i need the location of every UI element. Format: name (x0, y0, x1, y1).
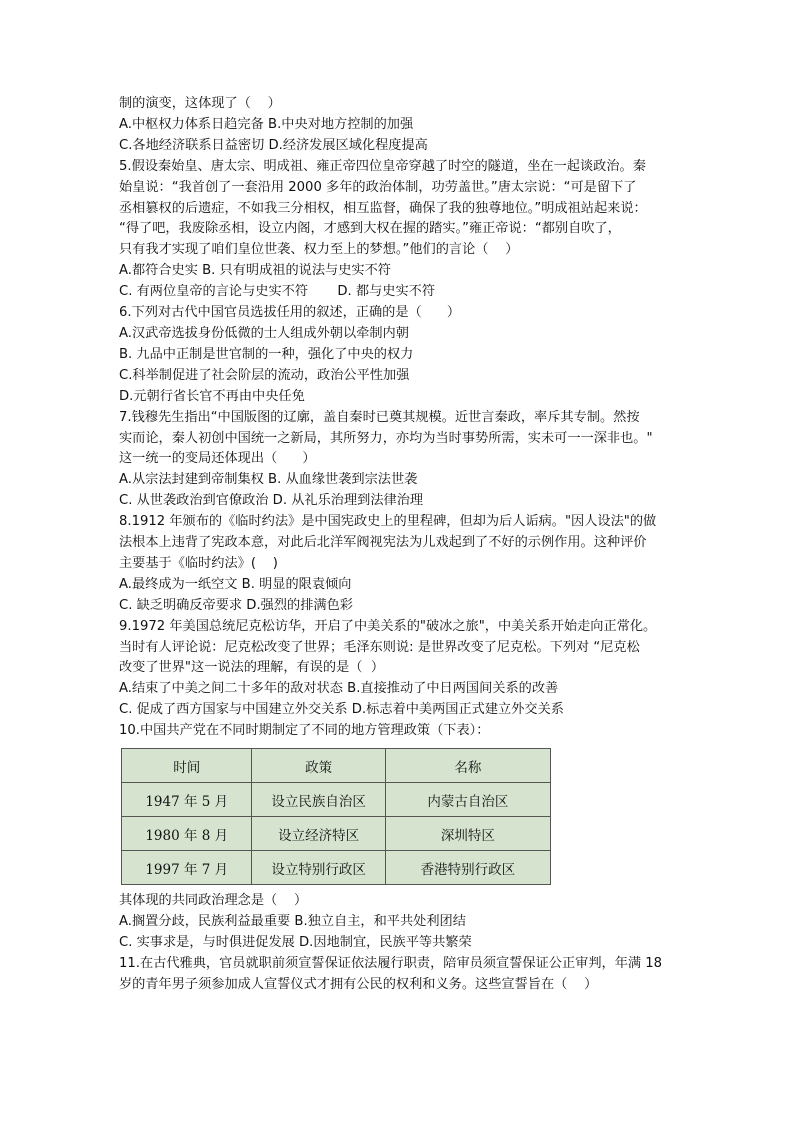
table-cell: 1947 年 5 月 (122, 783, 252, 817)
text-line: “得了吧，我废除丞相，设立内阁，才感到大权在握的踏实。”雍正帝说：“都别自吹了， (119, 221, 621, 237)
option-line: A.结束了中美之间二十多年的敌对状态 B.直接推动了中日两国间关系的改善 (119, 681, 559, 697)
question-10-line: 10.中国共产党在不同时期制定了不同的地方管理政策（下表）： (119, 723, 490, 739)
question-11-line: 11.在古代雅典，官员就职前须宣誓保证依法履行职责，陪审员须宣誓保证公正审判，年满 18 (119, 955, 663, 971)
option-line: A.都符合史实 B. 只有明成祖的说法与史实不符 (119, 263, 391, 279)
option-line: C.科举制促进了社会阶层的流动，政治公平性加强 (119, 367, 410, 383)
text-block-bottom (119, 891, 685, 996)
table-cell: 深圳特区 (385, 817, 550, 851)
table-cell: 1997 年 7 月 (122, 851, 252, 885)
option-line: C. 缺乏明确反帝要求 D.强烈的排满色彩 (119, 597, 353, 613)
table-row (122, 783, 551, 817)
option-line: A.搁置分歧，民族利益最重要 B.独立自主，和平共处利团结 (119, 914, 466, 929)
question-9-line: 9.1972 年美国总统尼克松访华，开启了中美关系的"破冰之旅"，中美关系开始走向正常化。 (119, 618, 657, 634)
option-line: B. 九品中正制是世官制的一种，强化了中央的权力 (119, 346, 414, 362)
option-line: A.中枢权力体系日趋完备 B.中央对地方控制的加强 (119, 116, 414, 132)
option-line: D.元朝行省长官不再由中央任免 (119, 388, 305, 404)
table-header-row (122, 749, 551, 783)
text-line: 主要基于《临时约法》( ) (119, 555, 278, 571)
option-line: C. 实事求是，与时俱进促发展 D.因地制宜，民族平等共繁荣 (119, 934, 472, 950)
text-line: 只有我才实现了咱们皇位世袭、权力至上的梦想。”他们的言论（ ） (119, 242, 519, 258)
table-cell: 设立特别行政区 (252, 851, 385, 885)
option-line: A.最终成为一纸空文 B. 明显的限袁倾向 (119, 576, 352, 592)
table-cell: 1980 年 8 月 (122, 817, 252, 851)
table-cell: 香港特别行政区 (385, 851, 550, 885)
policy-table (121, 748, 551, 885)
text-line: 其体现的共同政治理念是（ ） (119, 893, 308, 909)
table-cell: 内蒙古自治区 (385, 783, 550, 817)
option-line: C. 有两位皇帝的言论与史实不符 D. 都与史实不符 (119, 284, 436, 300)
text-line: 当时有人评论说：尼克松改变了世界；毛泽东则说: 是世界改变了尼克松。下列对 “尼克松 (119, 639, 640, 655)
text-line: 始皇说：“我首创了一套沿用 2000 多年的政治体制，功劳盖世。”唐太宗说：“可是留下了 (119, 179, 637, 195)
table-header-cell: 政策 (252, 749, 385, 783)
text-line: 这一统一的变局还体现出（ ） (119, 451, 316, 467)
table-header-cell: 名称 (385, 749, 550, 783)
question-7-line: 7.钱穆先生指出“中国版图的辽廓，盖自秦时已奠其规模。近世言秦政，率斥其专制。然按 (119, 409, 640, 425)
text-line: 丞相篡权的后遗症，不如我三分相权，相互监督，确保了我的独尊地位。”明成祖站起来说： (119, 200, 647, 216)
table-cell: 设立经济特区 (252, 817, 385, 851)
text-line: 法根本上违背了宪政本意，对此后北洋军阀视宪法为儿戏起到了不好的示例作用。这种评价 (119, 535, 647, 551)
option-line: C.各地经济联系日益密切 D.经济发展区域化程度提高 (119, 137, 428, 153)
table-row (122, 817, 551, 851)
text-line: 岁的青年男子须参加成人宣誓仪式才拥有公民的权利和义务。这些宣誓旨在（ ） (119, 976, 598, 992)
text-line: 改变了世界"这一说法的理解，有误的是（ ） (119, 660, 385, 676)
option-line: C. 促成了西方国家与中国建立外交关系 D.标志着中美两国正式建立外交关系 (119, 702, 564, 718)
table-cell: 设立民族自治区 (252, 783, 385, 817)
text-line: 制的演变，这体现了（ ） (119, 96, 281, 111)
option-line: A.汉武帝选拔身份低微的士人组成外朝以牵制内朝 (119, 325, 409, 341)
document-page (119, 94, 685, 996)
option-line: C. 从世袭政治到官僚政治 D. 从礼乐治理到法律治理 (119, 493, 424, 509)
question-5-line: 5.假设秦始皇、唐太宗、明成祖、雍正帝四位皇帝穿越了时空的隧道，坐在一起谈政治。秦 (119, 158, 646, 174)
text-block-top (119, 94, 685, 742)
table-row (122, 851, 551, 885)
table-header-cell: 时间 (122, 749, 252, 783)
text-line: 实而论，秦人初创中国统一之新局，其所努力，亦均为当时事势所需，实未可一一深非也。" (119, 430, 653, 446)
option-line: A.从宗法封建到帝制集权 B. 从血缘世袭到宗法世袭 (119, 472, 418, 488)
question-6-line: 6.下列对古代中国官员选拔任用的叙述，正确的是（ ） (119, 305, 461, 321)
question-8-line: 8.1912 年颁布的《临时约法》是中国宪政史上的里程碑，但却为后人诟病。"因人设法"的做 (119, 514, 657, 530)
